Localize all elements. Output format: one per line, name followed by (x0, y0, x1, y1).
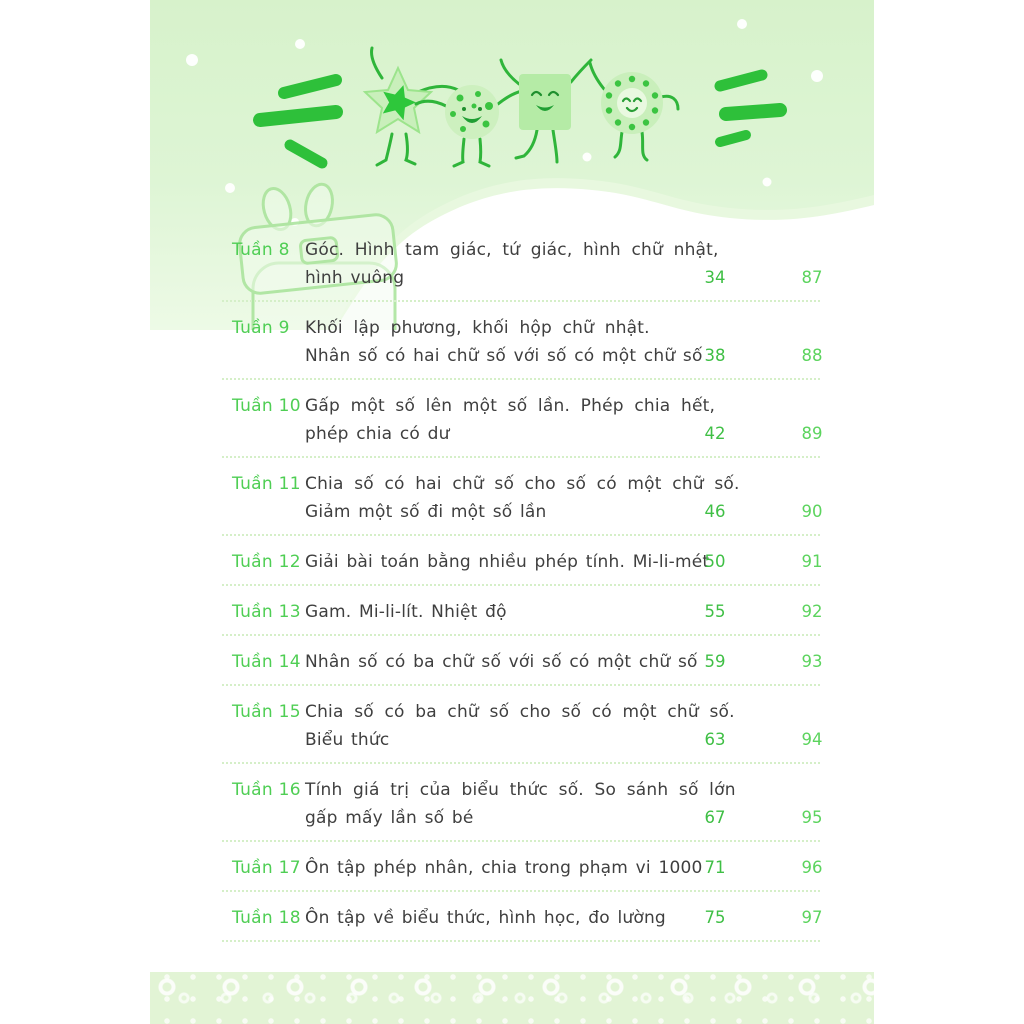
lesson-page-number: 50 (704, 552, 726, 571)
toc-row (222, 904, 823, 942)
toc-row (222, 648, 823, 686)
topic-line: Nhân số có hai chữ số với số có một chữ số (305, 346, 703, 366)
topic-text (305, 314, 703, 370)
answer-page-number: 90 (801, 502, 823, 521)
lesson-page-number: 46 (704, 502, 726, 521)
table-of-contents (222, 236, 823, 942)
lesson-page-number: 71 (704, 858, 726, 877)
content-column (150, 0, 874, 1024)
answer-page-number: 95 (801, 808, 823, 827)
toc-row (222, 314, 823, 380)
week-label: Tuần 15 (232, 702, 301, 722)
topic-line: Chia số có hai chữ số cho số có một chữ số. (305, 474, 740, 494)
topic-line: Ôn tập phép nhân, chia trong phạm vi 1000 (305, 858, 703, 878)
topic-text (305, 648, 698, 676)
answer-page-number: 94 (801, 730, 823, 749)
lesson-page-number: 55 (704, 602, 726, 621)
topic-text (305, 236, 719, 292)
week-label: Tuần 11 (232, 474, 301, 494)
week-label: Tuần 14 (232, 652, 301, 672)
lesson-page-number: 75 (704, 908, 726, 927)
answer-page-number: 92 (801, 602, 823, 621)
lesson-page-number: 42 (704, 424, 726, 443)
topic-text (305, 854, 703, 882)
topic-line: Góc. Hình tam giác, tứ giác, hình chữ nhật, (305, 240, 719, 260)
answer-page-number: 97 (801, 908, 823, 927)
lesson-page-number: 34 (704, 268, 726, 287)
answer-page-number: 96 (801, 858, 823, 877)
topic-text (305, 548, 709, 576)
topic-line: Chia số có ba chữ số cho số có một chữ số. (305, 702, 735, 722)
lesson-page-number: 63 (704, 730, 726, 749)
toc-row (222, 854, 823, 892)
answer-page-number: 89 (801, 424, 823, 443)
answer-page-number: 93 (801, 652, 823, 671)
week-label: Tuần 18 (232, 908, 301, 928)
week-label: Tuần 10 (232, 396, 301, 416)
week-label: Tuần 12 (232, 552, 301, 572)
topic-line: phép chia có dư (305, 424, 450, 444)
topic-text (305, 904, 680, 932)
topic-text (305, 698, 735, 754)
toc-row (222, 598, 823, 636)
answer-page-number: 87 (801, 268, 823, 287)
toc-row (222, 548, 823, 586)
answer-page-number: 91 (801, 552, 823, 571)
topic-line: Gam. Mi-li-lít. Nhiệt độ (305, 602, 507, 622)
topic-line: Tính giá trị của biểu thức số. So sánh số lớn (305, 780, 736, 800)
topic-text (305, 598, 680, 626)
toc-row (222, 776, 823, 842)
topic-line: Gấp một số lên một số lần. Phép chia hết, (305, 396, 716, 416)
lesson-page-number: 67 (704, 808, 726, 827)
topic-text (305, 470, 740, 526)
lesson-page-number: 38 (704, 346, 726, 365)
topic-line: Giảm một số đi một số lần (305, 502, 547, 522)
topic-line: hình vuông (305, 268, 405, 288)
topic-line: Ôn tập về biểu thức, hình học, đo lường (305, 908, 666, 928)
week-label: Tuần 17 (232, 858, 301, 878)
topic-line: Giải bài toán bằng nhiều phép tính. Mi-li-mét (305, 552, 710, 572)
lesson-page-number: 59 (704, 652, 726, 671)
toc-row (222, 470, 823, 536)
topic-line: Nhân số có ba chữ số với số có một chữ số (305, 652, 698, 672)
topic-line: gấp mấy lần số bé (305, 808, 474, 828)
topic-text (305, 392, 715, 448)
answer-page-number: 88 (801, 346, 823, 365)
bottom-pattern-strip (150, 972, 874, 1024)
topic-line: Biểu thức (305, 730, 390, 750)
topic-text (305, 776, 736, 832)
week-label: Tuần 16 (232, 780, 301, 800)
week-label: Tuần 9 (232, 318, 290, 338)
week-label: Tuần 8 (232, 240, 290, 260)
topic-line: Khối lập phương, khối hộp chữ nhật. (305, 318, 650, 338)
toc-row (222, 698, 823, 764)
toc-row (222, 392, 823, 458)
week-label: Tuần 13 (232, 602, 301, 622)
toc-row (222, 236, 823, 302)
